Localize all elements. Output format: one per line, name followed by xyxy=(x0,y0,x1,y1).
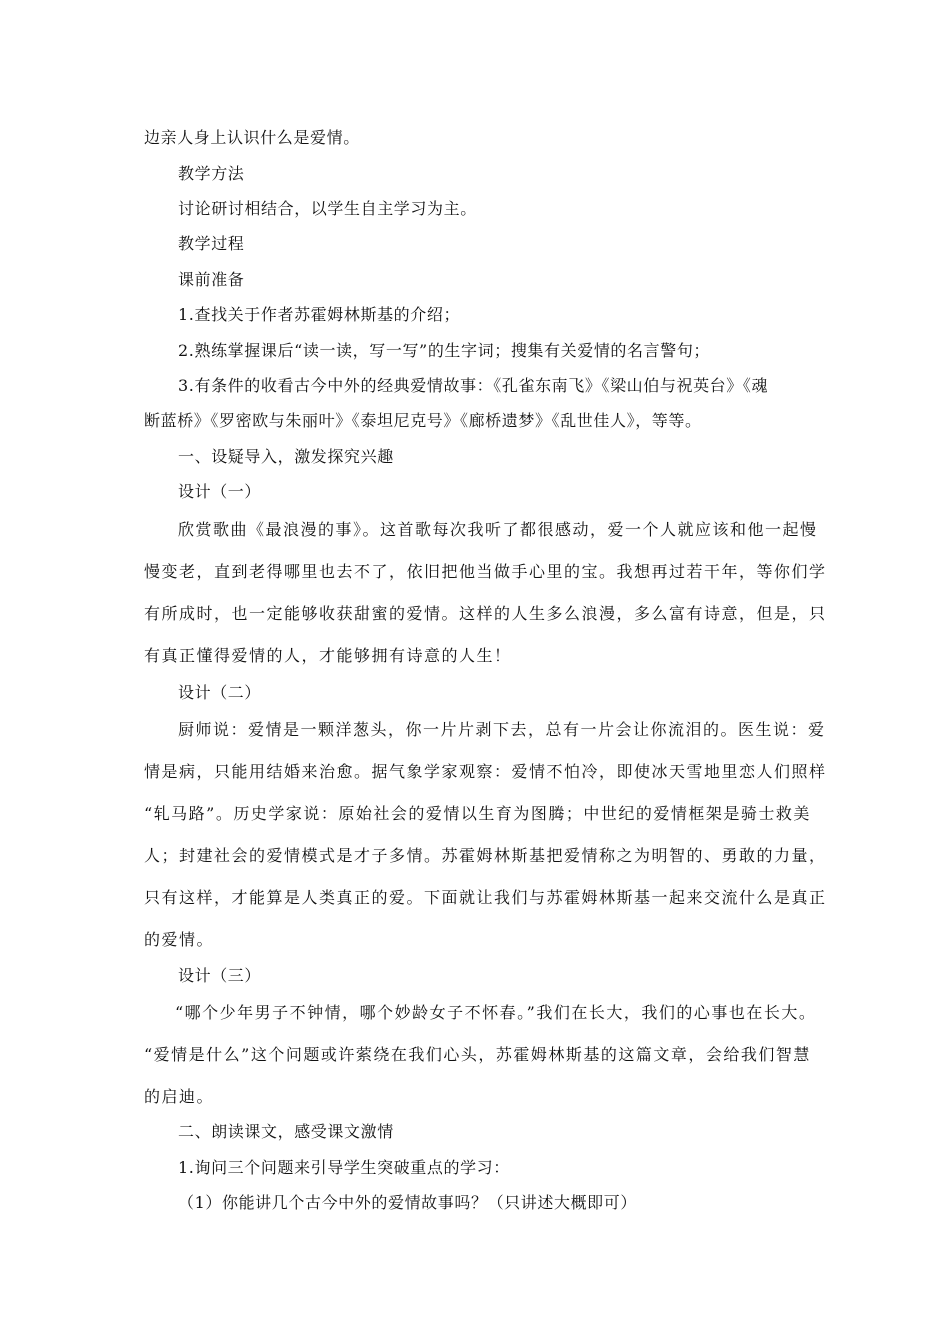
section-heading: 设计（二） xyxy=(178,683,262,702)
text-line: 的爱情。 xyxy=(144,930,215,949)
text-line: 的启迪。 xyxy=(144,1087,215,1106)
section-heading: 课前准备 xyxy=(178,270,245,289)
text-line: 边亲人身上认识什么是爱情。 xyxy=(144,128,360,147)
list-item: 1.查找关于作者苏霍姆林斯基的介绍； xyxy=(178,305,461,324)
text-line: 讨论研讨相结合，以学生自主学习为主。 xyxy=(178,199,477,218)
text-line: 厨师说：爱情是一颗洋葱头，你一片片剥下去，总有一片会让你流泪的。医生说：爱 xyxy=(178,720,826,739)
text-line: “哪个少年男子不钟情，哪个妙龄女子不怀春。”我们在长大，我们的心事也在长大。 xyxy=(175,1003,817,1022)
text-line: 慢变老，直到老得哪里也去不了，依旧把他当做手心里的宝。我想再过若干年，等你们学 xyxy=(144,562,827,581)
text-line: 只有这样，才能算是人类真正的爱。下面就让我们与苏霍姆林斯基一起来交流什么是真正 xyxy=(144,888,827,907)
section-heading: 一、设疑导入，激发探究兴趣 xyxy=(178,447,394,466)
text-line: 有真正懂得爱情的人，才能够拥有诗意的人生！ xyxy=(144,646,512,665)
text-line: 人；封建社会的爱情模式是才子多情。苏霍姆林斯基把爱情称之为明智的、勇敢的力量， xyxy=(144,846,827,865)
list-item: 1.询问三个问题来引导学生突破重点的学习： xyxy=(178,1158,510,1177)
section-heading: 教学过程 xyxy=(178,234,245,253)
list-item: 2.熟练掌握课后“读一读，写一写”的生字词；搜集有关爱情的名言警句； xyxy=(178,341,711,360)
text-line: “轧马路”。历史学家说：原始社会的爱情以生育为图腾；中世纪的爱情框架是骑士救美 xyxy=(144,804,811,823)
text-line: “爱情是什么”这个问题或许萦绕在我们心头，苏霍姆林斯基的这篇文章，会给我们智慧 xyxy=(144,1045,811,1064)
text-line: 欣赏歌曲《最浪漫的事》。这首歌每次我听了都很感动，爱一个人就应该和他一起慢 xyxy=(178,520,818,539)
section-heading: 设计（一） xyxy=(178,482,262,501)
list-item: （1）你能讲几个古今中外的爱情故事吗？（只讲述大概即可） xyxy=(178,1193,637,1212)
list-item: 3.有条件的收看古今中外的经典爱情故事：《孔雀东南飞》《梁山伯与祝英台》《魂 xyxy=(178,376,769,395)
section-heading: 教学方法 xyxy=(178,164,245,183)
text-line: 有所成时，也一定能够收获甜蜜的爱情。这样的人生多么浪漫，多么富有诗意，但是，只 xyxy=(144,604,827,623)
section-heading: 二、朗读课文，感受课文激情 xyxy=(178,1122,394,1141)
text-line: 情是病，只能用结婚来治愈。据气象学家观察：爱情不怕冷，即使冰天雪地里恋人们照样 xyxy=(144,762,827,781)
section-heading: 设计（三） xyxy=(178,966,262,985)
text-line: 断蓝桥》《罗密欧与朱丽叶》《泰坦尼克号》《廊桥遗梦》《乱世佳人》，等等。 xyxy=(144,411,702,430)
